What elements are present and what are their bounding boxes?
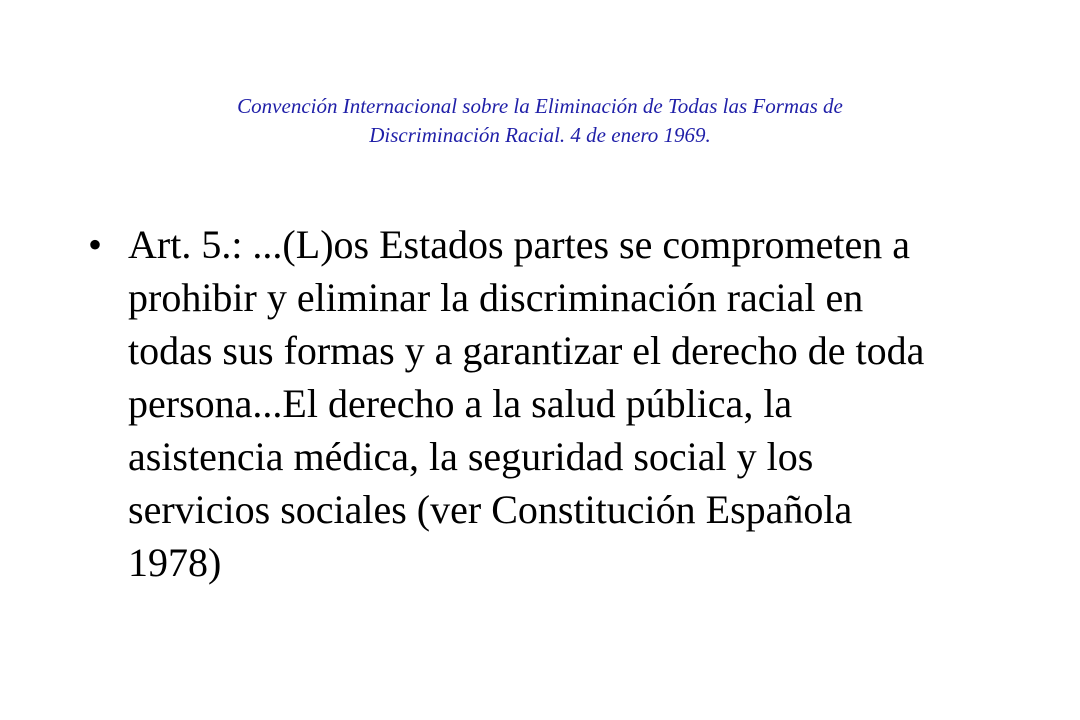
bullet-text-line-4: persona...El derecho a la salud pública, la: [128, 381, 793, 426]
bullet-text-line-6: servicios sociales (ver Constitución Española: [128, 487, 853, 532]
slide-title-line-2: Discriminación Racial. 4 de enero 1969.: [369, 123, 711, 147]
bullet-text-line-1: Art. 5.: ...(L)os Estados partes se comprometen a: [128, 222, 911, 267]
bullet-text-line-3: todas sus formas y a garantizar el derecho de toda: [128, 328, 925, 373]
bullet-list: [88, 218, 1028, 589]
bullet-text-line-5: asistencia médica, la seguridad social y los: [128, 434, 814, 479]
slide-title-line-1: Convención Internacional sobre la Eliminación de Todas las Formas de: [237, 94, 843, 118]
bullet-marker: •: [88, 222, 103, 267]
bullet-text: [128, 218, 1028, 589]
slide-title: [120, 92, 960, 150]
bullet-text-line-2: prohibir y eliminar la discriminación racial en: [128, 275, 864, 320]
bullet-text-line-7: 1978): [128, 540, 222, 585]
bullet-item-article-5: [88, 218, 1028, 589]
